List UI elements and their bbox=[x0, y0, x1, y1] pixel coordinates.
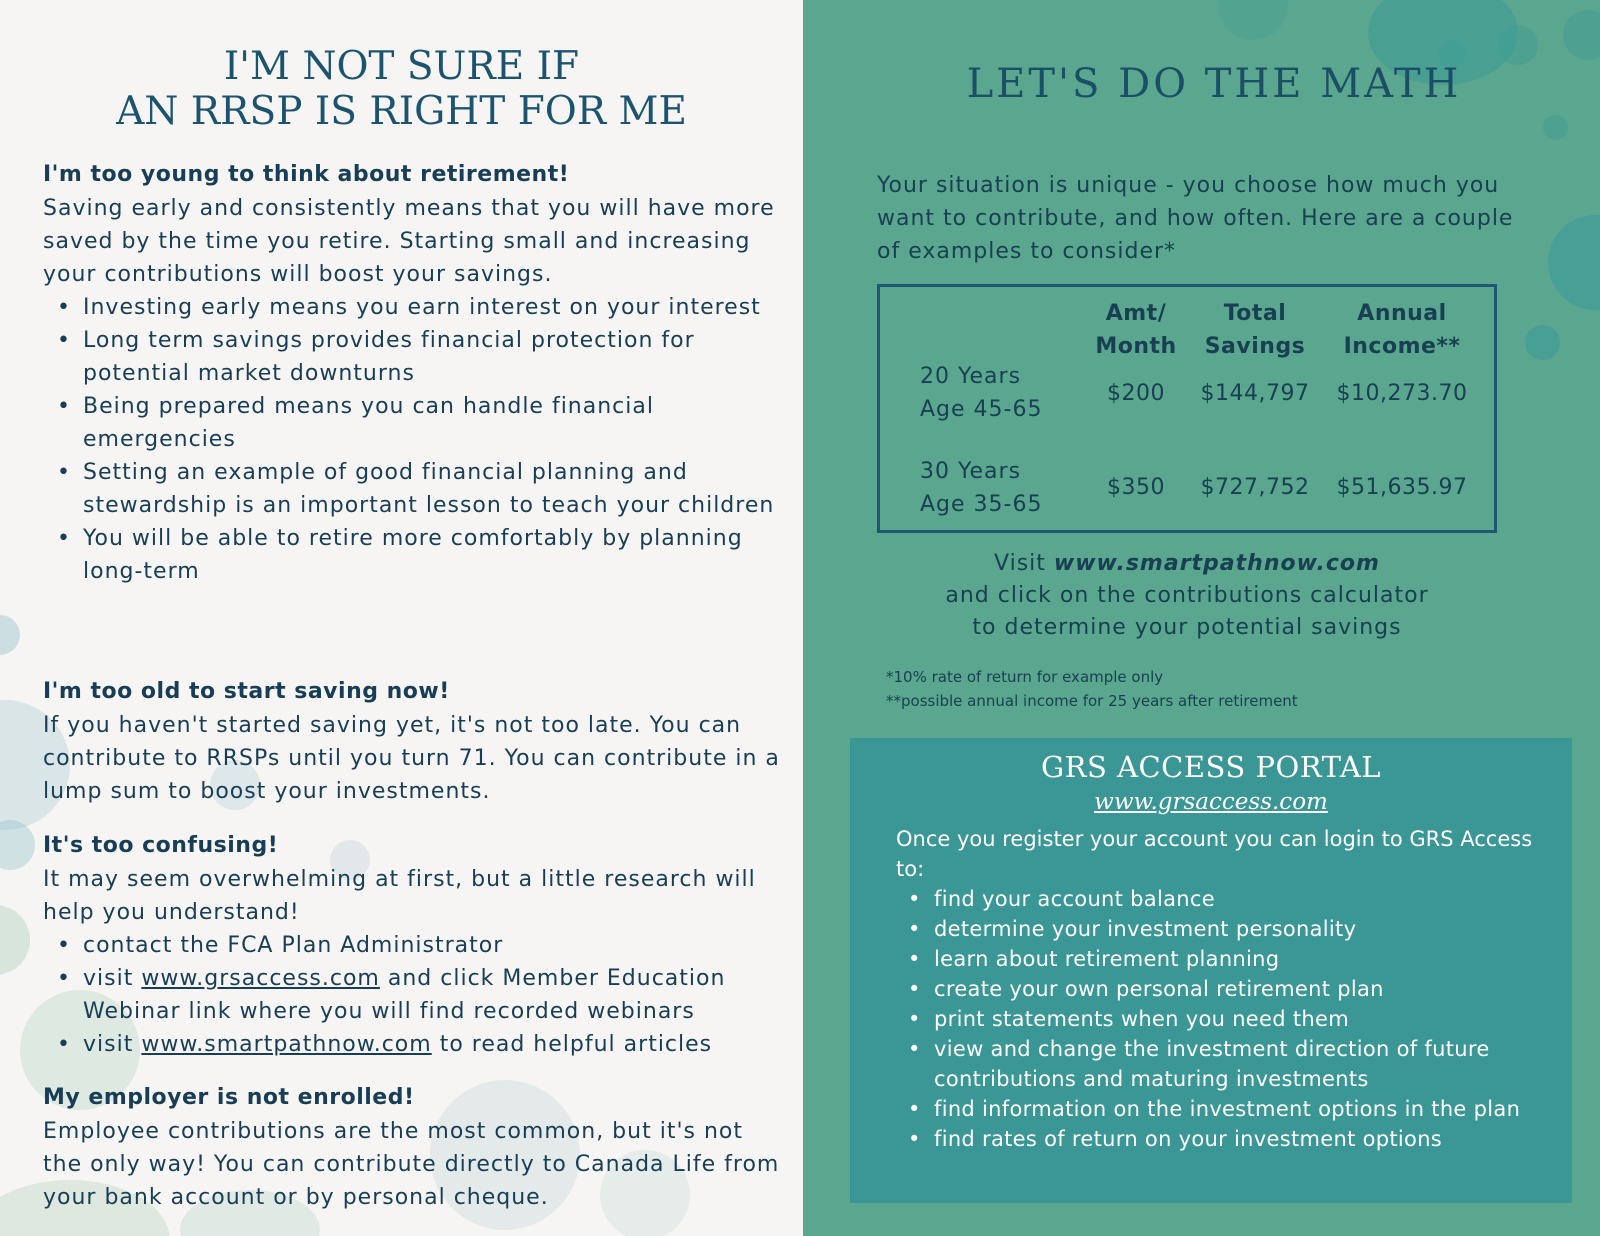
footnote-rate: *10% rate of return for example only bbox=[886, 668, 1164, 686]
decorative-bubble bbox=[0, 820, 35, 870]
grs-access-portal-box bbox=[850, 738, 1572, 1203]
header-line: Savings bbox=[1204, 334, 1306, 359]
section-body: Saving early and consistently means that you will have more saved by the time you retire. Starting small and increasing your contributions will boost your savings. bbox=[43, 196, 775, 287]
list-item: • Long term savings provides financial protection for potential market downturns bbox=[43, 324, 783, 390]
decorative-bubble bbox=[1563, 10, 1600, 60]
list-item: • learn about retirement planning bbox=[896, 944, 1556, 974]
visit-line-3: to determine your potential savings bbox=[972, 615, 1402, 640]
math-title: LET'S DO THE MATH bbox=[966, 61, 1462, 107]
row-label-line: 30 Years bbox=[920, 459, 1022, 484]
list-item bbox=[43, 962, 783, 1028]
section-heading: My employer is not enrolled! bbox=[43, 1085, 415, 1110]
list-item-text: visit bbox=[83, 1032, 142, 1057]
list-item: • Investing early means you earn interest on your interest bbox=[43, 291, 783, 324]
row-label-20-years bbox=[920, 360, 1042, 426]
list-item: • view and change the investment direction of future contributions and maturing investments bbox=[896, 1034, 1556, 1094]
portal-intro: Once you register your account you can login to GRS Access to: bbox=[896, 827, 1533, 881]
list-item: • print statements when you need them bbox=[896, 1004, 1556, 1034]
column-header-income bbox=[1320, 297, 1484, 363]
portal-title: GRS ACCESS PORTAL bbox=[1040, 750, 1382, 784]
help-list bbox=[43, 929, 783, 1061]
section-body: If you haven't started saving yet, it's not too late. You can contribute to RRSPs until you turn 71. You can contribute in a lump sum to boost your investments. bbox=[43, 713, 780, 804]
decorative-bubble bbox=[1498, 25, 1538, 65]
visit-text: Visit bbox=[994, 551, 1054, 576]
list-item-text: visit bbox=[83, 966, 142, 991]
section-heading: I'm too old to start saving now! bbox=[43, 679, 450, 704]
table-cell-income: $10,273.70 bbox=[1336, 381, 1468, 406]
math-intro: Your situation is unique - you choose how much you want to contribute, and how often. Here are a couple of examples to consider* bbox=[877, 173, 1514, 264]
portal-link[interactable]: www.grsaccess.com bbox=[1094, 789, 1328, 815]
footnote-income: **possible annual income for 25 years after retirement bbox=[886, 692, 1298, 710]
main-title-line-1: I'M NOT SURE IF bbox=[223, 44, 580, 89]
header-line: Income** bbox=[1343, 334, 1461, 359]
section-too-old bbox=[43, 677, 783, 808]
decorative-bubble bbox=[1548, 215, 1600, 310]
header-line: Total bbox=[1223, 301, 1287, 326]
section-employer-not-enrolled bbox=[43, 1083, 783, 1214]
list-item-text: to read helpful articles bbox=[431, 1032, 713, 1057]
column-header-amount bbox=[1080, 297, 1192, 363]
benefits-list bbox=[43, 291, 783, 588]
header-line: Month bbox=[1095, 334, 1177, 359]
list-item: • find rates of return on your investment options bbox=[896, 1124, 1556, 1154]
decorative-bubble bbox=[1543, 115, 1568, 140]
list-item: • You will be able to retire more comfortably by planning long-term bbox=[43, 522, 783, 588]
portal-features-list bbox=[896, 884, 1556, 1154]
section-heading: It's too confusing! bbox=[43, 833, 279, 858]
list-item: • Being prepared means you can handle financial emergencies bbox=[43, 390, 783, 456]
main-title bbox=[0, 44, 803, 134]
row-label-30-years bbox=[920, 455, 1042, 521]
table-cell-total: $727,752 bbox=[1200, 475, 1310, 500]
list-item: • Setting an example of good financial planning and stewardship is an important lesson to teach your children bbox=[43, 456, 783, 522]
section-body: Employee contributions are the most common, but it's not the only way! You can contribute directly to Canada Life from your bank account or by personal cheque. bbox=[43, 1119, 780, 1210]
savings-table bbox=[877, 284, 1497, 533]
table-cell-income: $51,635.97 bbox=[1336, 475, 1468, 500]
row-label-line: Age 45-65 bbox=[920, 397, 1043, 422]
list-item: • find information on the investment options in the plan bbox=[896, 1094, 1556, 1124]
section-heading: I'm too young to think about retirement! bbox=[43, 162, 570, 187]
table-cell-total: $144,797 bbox=[1200, 381, 1310, 406]
table-cell-amount: $350 bbox=[1107, 475, 1165, 500]
smartpathnow-calculator-link[interactable]: www.smartpathnow.com bbox=[1053, 551, 1380, 576]
list-item bbox=[43, 929, 783, 962]
section-too-young bbox=[43, 160, 783, 588]
list-item-text: and click Member Education Webinar link where you will find recorded webinars bbox=[83, 966, 726, 1024]
grsaccess-link[interactable]: www.grsaccess.com bbox=[141, 966, 380, 991]
visit-calculator-note bbox=[877, 548, 1497, 644]
list-item: • determine your investment personality bbox=[896, 914, 1556, 944]
decorative-bubble bbox=[1525, 325, 1560, 360]
row-label-line: Age 35-65 bbox=[920, 492, 1043, 517]
main-title-line-2: AN RRSP IS RIGHT FOR ME bbox=[116, 89, 687, 134]
row-label-line: 20 Years bbox=[920, 364, 1022, 389]
list-item-text: contact the FCA Plan Administrator bbox=[83, 933, 504, 958]
header-line: Amt/ bbox=[1105, 301, 1167, 326]
section-body: It may seem overwhelming at first, but a little research will help you understand! bbox=[43, 867, 756, 925]
list-item: • find your account balance bbox=[896, 884, 1556, 914]
visit-line-1 bbox=[877, 548, 1497, 580]
list-item bbox=[43, 1028, 783, 1061]
decorative-bubble bbox=[1218, 0, 1288, 40]
header-line: Annual bbox=[1357, 301, 1447, 326]
list-item: • create your own personal retirement plan bbox=[896, 974, 1556, 1004]
decorative-bubble bbox=[0, 615, 20, 655]
smartpathnow-link[interactable]: www.smartpathnow.com bbox=[141, 1032, 432, 1057]
decorative-bubble bbox=[0, 905, 30, 975]
visit-line-2: and click on the contributions calculator bbox=[945, 583, 1429, 608]
section-too-confusing bbox=[43, 831, 783, 1061]
column-header-total bbox=[1194, 297, 1316, 363]
table-cell-amount: $200 bbox=[1107, 381, 1165, 406]
